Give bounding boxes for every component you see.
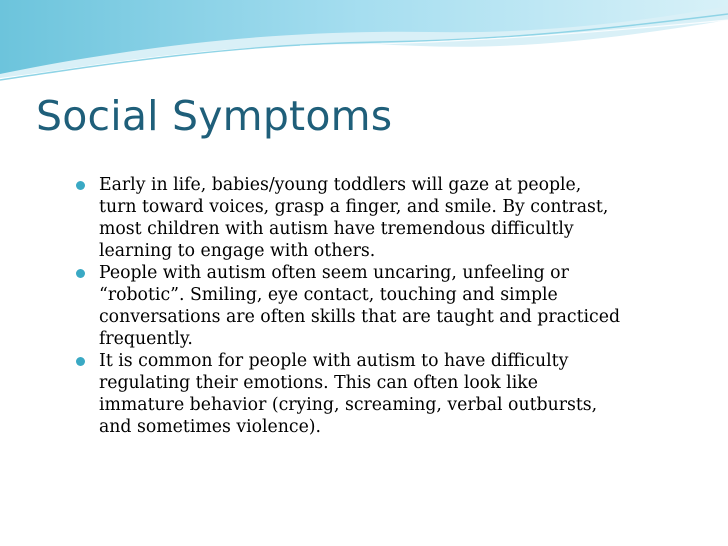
bullet-item: [76, 174, 666, 262]
header-wave-decoration: [0, 0, 728, 90]
bullet-line: Early in life, babies/young toddlers will gaze at people,: [99, 175, 582, 195]
bullet-dot-icon: [76, 181, 85, 190]
bullet-line: conversations are often skills that are taught and practiced: [99, 307, 621, 327]
bullet-line: immature behavior (crying, screaming, verbal outbursts,: [99, 395, 598, 415]
bullet-dot-icon: [76, 357, 85, 366]
bullet-line: regulating their emotions. This can often look like: [99, 373, 538, 393]
bullet-line: People with autism often seem uncaring, unfeeling or: [99, 263, 569, 283]
bullet-line: learning to engage with others.: [99, 241, 376, 261]
bullet-dot-icon: [76, 269, 85, 278]
bullet-line: “robotic”. Smiling, eye contact, touching and simple: [99, 285, 558, 305]
slide-title: Social Symptoms: [36, 92, 393, 140]
bullet-list: [76, 174, 666, 438]
bullet-line: frequently.: [99, 329, 193, 349]
bullet-line: turn toward voices, grasp a finger, and smile. By contrast,: [99, 197, 609, 217]
bullet-line: and sometimes violence).: [99, 417, 322, 437]
bullet-item: [76, 262, 666, 350]
bullet-line: most children with autism have tremendous difficultly: [99, 219, 574, 239]
bullet-line: It is common for people with autism to have difficulty: [99, 351, 569, 371]
bullet-item: [76, 350, 666, 438]
